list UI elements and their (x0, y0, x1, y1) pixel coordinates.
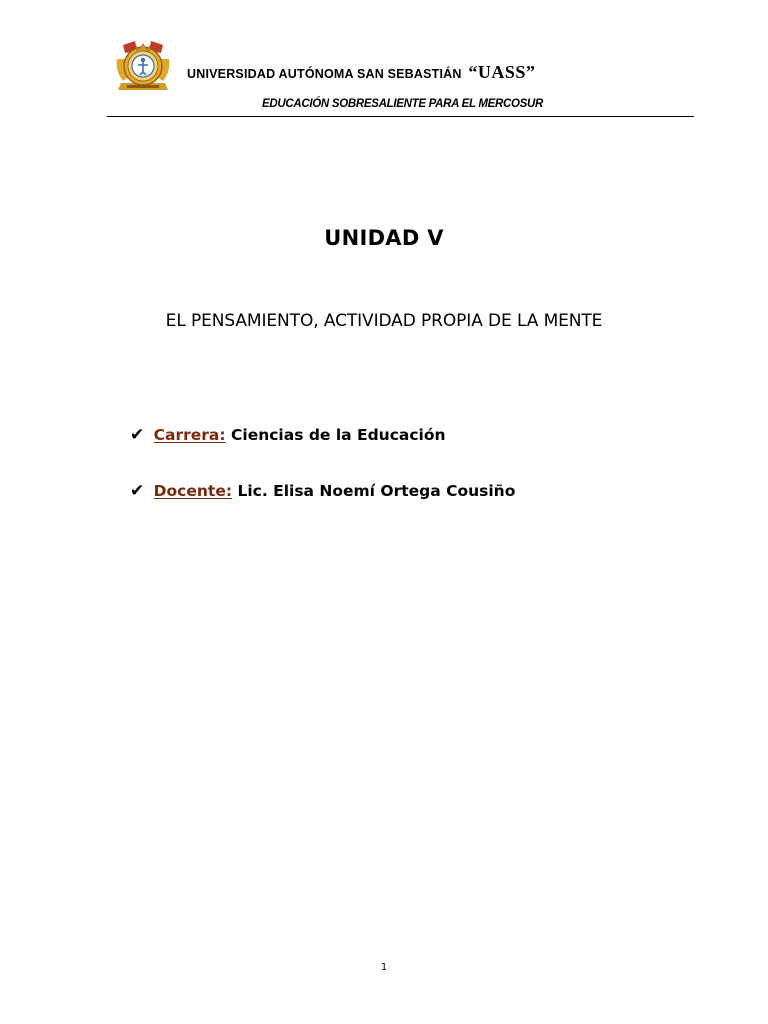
info-item-carrera (130, 425, 446, 445)
university-motto: EDUCACIÓN SOBRESALIENTE PARA EL MERCOSUR (262, 98, 544, 110)
university-name (187, 62, 535, 83)
header-divider (107, 116, 694, 117)
carrera-value: Ciencias de la Educación (231, 426, 446, 444)
document-subtitle: EL PENSAMIENTO, ACTIVIDAD PROPIA DE LA MENTE (165, 311, 603, 331)
university-crest-icon (113, 37, 173, 93)
info-item-docente (130, 481, 515, 501)
page-number: 1 (380, 962, 388, 973)
carrera-label: Carrera: (153, 426, 226, 444)
checkmark-icon: ✔ (130, 481, 145, 501)
university-name-text: UNIVERSIDAD AUTÓNOMA SAN SEBASTIÁN (187, 67, 462, 81)
checkmark-icon: ✔ (130, 425, 145, 445)
docente-value: Lic. Elisa Noemí Ortega Cousiño (237, 482, 516, 500)
unit-title: UNIDAD V (324, 226, 444, 250)
university-acronym: “UASS” (468, 62, 536, 82)
docente-label: Docente: (153, 482, 233, 500)
